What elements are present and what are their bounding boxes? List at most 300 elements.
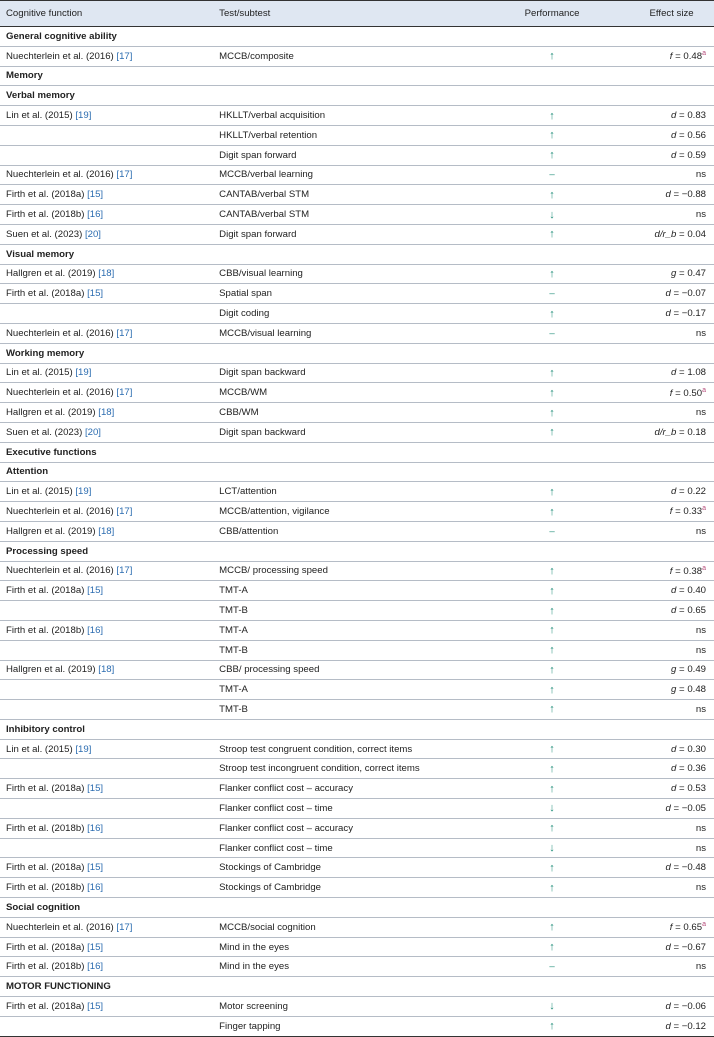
effect-size-cell <box>629 422 714 442</box>
performance-cell <box>475 561 629 581</box>
citation-number: 16 <box>89 961 101 973</box>
header-effect-size: Effect size <box>629 1 714 27</box>
study-name: Suen et al. (2023) <box>6 426 83 438</box>
table-row <box>0 838 714 858</box>
footnote-marker: a <box>702 564 706 572</box>
effect-size-value: −0.06 <box>681 1000 706 1012</box>
performance-cell <box>475 165 629 185</box>
test-cell: Flanker conflict cost – accuracy <box>213 818 475 838</box>
citation-ref: [15] <box>87 189 104 201</box>
arrow-up-icon: ↑ <box>549 366 555 379</box>
citation-number: 18 <box>100 664 112 676</box>
effect-size-value: 0.65 <box>687 605 706 616</box>
subsection-row <box>0 541 714 561</box>
test-cell: CANTAB/verbal STM <box>213 185 475 205</box>
effect-size-cell <box>629 680 714 700</box>
effect-size-symbol: d <box>665 802 671 814</box>
table-row <box>0 620 714 640</box>
test-cell: TMT-B <box>213 640 475 660</box>
study-name: Firth et al. (2018a) <box>6 288 85 300</box>
citation-ref: [16] <box>87 961 104 973</box>
table-row <box>0 323 714 343</box>
citation-ref: [17] <box>116 169 133 181</box>
citation-number: 16 <box>89 209 101 221</box>
citation-ref: [17] <box>116 327 133 339</box>
table-row <box>0 799 714 819</box>
effect-size-relation: = <box>670 1000 682 1012</box>
citation-ref: [17] <box>116 387 133 399</box>
table-row <box>0 1016 714 1036</box>
effect-size-cell <box>629 482 714 502</box>
test-cell: MCCB/social cognition <box>213 917 475 937</box>
citation-ref: [15] <box>87 941 104 953</box>
effect-size-relation: = <box>676 684 688 696</box>
effect-size-value: 0.36 <box>687 763 706 775</box>
study-name: Nuechterlein et al. (2016) <box>6 327 114 339</box>
study-cell <box>0 106 213 126</box>
effect-size-symbol: d <box>671 605 677 616</box>
performance-cell <box>475 1016 629 1036</box>
dash-icon: – <box>549 288 555 300</box>
table-row <box>0 917 714 937</box>
performance-cell <box>475 799 629 819</box>
performance-cell <box>475 185 629 205</box>
dash-icon: – <box>549 961 555 973</box>
arrow-up-icon: ↑ <box>549 188 555 201</box>
study-cell <box>0 700 213 720</box>
study-cell <box>0 997 213 1017</box>
performance-cell <box>475 620 629 640</box>
performance-cell <box>475 878 629 898</box>
effect-size-value: −0.48 <box>681 862 706 874</box>
citation-ref: [17] <box>116 565 133 577</box>
study-name: Firth et al. (2018a) <box>6 941 85 953</box>
study-name: Firth et al. (2018b) <box>6 822 85 834</box>
effect-size-relation: = <box>672 566 684 577</box>
citation-number: 15 <box>89 783 101 795</box>
effect-size-relation: = <box>676 585 688 597</box>
study-cell <box>0 165 213 185</box>
study-name: Nuechterlein et al. (2016) <box>6 506 114 518</box>
citation-ref: [15] <box>87 585 104 597</box>
effect-size-relation: = <box>670 189 682 201</box>
effect-size-cell <box>629 521 714 541</box>
arrow-up-icon: ↑ <box>549 624 555 637</box>
performance-cell <box>475 700 629 720</box>
citation-ref: [19] <box>75 743 92 755</box>
test-cell: Digit coding <box>213 304 475 324</box>
study-cell <box>0 601 213 621</box>
performance-cell <box>475 957 629 977</box>
effect-size-value: 0.49 <box>687 664 706 676</box>
performance-cell <box>475 521 629 541</box>
study-cell <box>0 205 213 225</box>
subsection-row <box>0 898 714 918</box>
performance-cell <box>475 739 629 759</box>
effect-size-cell <box>629 304 714 324</box>
effect-size-cell <box>629 363 714 383</box>
performance-cell <box>475 46 629 66</box>
study-cell <box>0 799 213 819</box>
citation-number: 16 <box>89 624 101 636</box>
effect-size-value: 0.50 <box>683 387 703 399</box>
test-cell: Mind in the eyes <box>213 957 475 977</box>
test-cell: MCCB/attention, vigilance <box>213 502 475 522</box>
table-row <box>0 680 714 700</box>
effect-size-cell <box>629 917 714 937</box>
test-cell: Stroop test congruent condition, correct items <box>213 739 475 759</box>
effect-size-relation: = <box>676 268 688 280</box>
study-name: Hallgren et al. (2019) <box>6 525 96 537</box>
citation-number: 18 <box>100 268 112 280</box>
performance-cell <box>475 224 629 244</box>
test-cell: Flanker conflict cost – time <box>213 838 475 858</box>
citation-ref: [18] <box>98 525 115 537</box>
effect-size-cell <box>629 601 714 621</box>
study-cell <box>0 482 213 502</box>
section-row <box>0 977 714 997</box>
study-name: Hallgren et al. (2019) <box>6 268 96 280</box>
study-cell <box>0 640 213 660</box>
effect-size-value: 0.59 <box>687 149 706 161</box>
arrow-down-icon: ↓ <box>549 842 555 855</box>
footnote-marker: a <box>702 386 706 394</box>
table-row <box>0 125 714 145</box>
effect-size-value: 0.40 <box>687 585 706 597</box>
citation-ref: [16] <box>87 209 104 221</box>
test-cell: CBB/ processing speed <box>213 660 475 680</box>
performance-cell <box>475 264 629 284</box>
citation-ref: [15] <box>87 288 104 300</box>
test-cell: Finger tapping <box>213 1016 475 1036</box>
effect-size-symbol: d <box>665 308 671 320</box>
effect-size-symbol: f <box>669 566 673 577</box>
table-row <box>0 957 714 977</box>
effect-size-relation: = <box>676 486 688 498</box>
table-row <box>0 581 714 601</box>
effect-size-symbol: f <box>669 51 673 63</box>
study-name: Hallgren et al. (2019) <box>6 407 96 419</box>
effect-size-symbol: d <box>671 743 677 755</box>
study-cell <box>0 125 213 145</box>
performance-cell <box>475 838 629 858</box>
effect-size-value: ns <box>695 624 706 636</box>
effect-size-symbol: d <box>671 585 677 597</box>
effect-size-relation: = <box>676 367 688 379</box>
study-cell <box>0 818 213 838</box>
performance-cell <box>475 304 629 324</box>
arrow-up-icon: ↑ <box>549 564 555 577</box>
study-name: Firth et al. (2018a) <box>6 783 85 795</box>
table-row <box>0 185 714 205</box>
arrow-up-icon: ↑ <box>549 1020 555 1033</box>
arrow-up-icon: ↑ <box>549 881 555 894</box>
effect-size-symbol: d <box>665 862 671 874</box>
test-cell: CBB/WM <box>213 403 475 423</box>
study-cell <box>0 878 213 898</box>
arrow-up-icon: ↑ <box>549 485 555 498</box>
effect-size-cell <box>629 660 714 680</box>
effect-size-symbol: d <box>665 1020 671 1032</box>
dash-icon: – <box>549 525 555 537</box>
citation-ref: [19] <box>75 110 92 122</box>
arrow-down-icon: ↓ <box>549 1000 555 1013</box>
effect-size-cell <box>629 937 714 957</box>
effect-size-cell <box>629 957 714 977</box>
effect-size-cell <box>629 581 714 601</box>
study-cell <box>0 403 213 423</box>
study-cell <box>0 46 213 66</box>
table-row <box>0 205 714 225</box>
dash-icon: – <box>549 169 555 181</box>
test-cell: CBB/attention <box>213 521 475 541</box>
table-row <box>0 521 714 541</box>
test-cell: Digit span backward <box>213 363 475 383</box>
effect-size-relation: = <box>676 605 688 616</box>
effect-size-value: 0.30 <box>687 743 706 755</box>
effect-size-value: 0.22 <box>687 486 706 498</box>
test-cell: CANTAB/verbal STM <box>213 205 475 225</box>
table-row <box>0 997 714 1017</box>
table-row <box>0 858 714 878</box>
effect-size-cell <box>629 739 714 759</box>
table-row <box>0 403 714 423</box>
study-cell <box>0 363 213 383</box>
table-row <box>0 818 714 838</box>
citation-number: 15 <box>89 1000 101 1012</box>
citation-number: 17 <box>119 50 130 62</box>
subsection-label: Inhibitory control <box>0 719 714 739</box>
effect-size-relation: = <box>670 288 682 300</box>
table-row <box>0 284 714 304</box>
effect-size-relation: = <box>670 941 682 953</box>
performance-cell <box>475 680 629 700</box>
effect-size-cell <box>629 838 714 858</box>
performance-cell <box>475 284 629 304</box>
test-cell: HKLLT/verbal acquisition <box>213 106 475 126</box>
test-cell: TMT-A <box>213 620 475 640</box>
arrow-down-icon: ↓ <box>549 802 555 815</box>
test-cell: Mind in the eyes <box>213 937 475 957</box>
effect-size-symbol: d <box>671 129 677 141</box>
citation-number: 19 <box>78 743 89 755</box>
table-row <box>0 145 714 165</box>
test-cell: Flanker conflict cost – accuracy <box>213 779 475 799</box>
effect-size-symbol: d <box>671 149 677 161</box>
arrow-up-icon: ↑ <box>549 604 555 617</box>
section-row <box>0 66 714 86</box>
performance-cell <box>475 125 629 145</box>
effect-size-relation: = <box>670 308 682 320</box>
header-cognitive-function: Cognitive function <box>0 1 213 27</box>
performance-cell <box>475 997 629 1017</box>
effect-size-value: ns <box>695 525 706 537</box>
effect-size-relation: = <box>672 387 684 399</box>
effect-size-value: ns <box>695 703 706 715</box>
citation-number: 15 <box>89 941 101 953</box>
table-row <box>0 264 714 284</box>
study-cell <box>0 422 213 442</box>
table-row <box>0 640 714 660</box>
effect-size-relation: = <box>676 783 688 795</box>
study-cell <box>0 739 213 759</box>
citation-ref: [18] <box>98 664 115 676</box>
effect-size-value: −0.07 <box>681 288 706 300</box>
effect-size-value: 0.56 <box>687 129 706 141</box>
table-row <box>0 878 714 898</box>
effect-size-cell <box>629 284 714 304</box>
citation-number: 20 <box>87 426 99 438</box>
effect-size-symbol: d/r_b <box>654 228 677 240</box>
performance-cell <box>475 858 629 878</box>
subsection-label: Processing speed <box>0 541 714 561</box>
effect-size-cell <box>629 561 714 581</box>
performance-cell <box>475 363 629 383</box>
study-cell <box>0 323 213 343</box>
study-cell <box>0 620 213 640</box>
effect-size-symbol: d <box>665 189 671 201</box>
arrow-up-icon: ↑ <box>549 406 555 419</box>
arrow-up-icon: ↑ <box>549 822 555 835</box>
section-label: MOTOR FUNCTIONING <box>0 977 714 997</box>
arrow-up-icon: ↑ <box>549 50 555 63</box>
table-row <box>0 937 714 957</box>
performance-cell <box>475 323 629 343</box>
effect-size-cell <box>629 323 714 343</box>
test-cell: Stockings of Cambridge <box>213 878 475 898</box>
study-cell <box>0 561 213 581</box>
subsection-row <box>0 244 714 264</box>
citation-ref: [16] <box>87 822 104 834</box>
study-name: Firth et al. (2018b) <box>6 624 85 636</box>
arrow-up-icon: ↑ <box>549 703 555 716</box>
test-cell: Stroop test incongruent condition, correct items <box>213 759 475 779</box>
effect-size-value: −0.17 <box>681 308 706 320</box>
performance-cell <box>475 403 629 423</box>
effect-size-cell <box>629 700 714 720</box>
arrow-up-icon: ↑ <box>549 743 555 756</box>
table-row <box>0 759 714 779</box>
performance-cell <box>475 818 629 838</box>
subsection-label: Verbal memory <box>0 86 714 106</box>
table-row <box>0 660 714 680</box>
test-cell: TMT-A <box>213 680 475 700</box>
arrow-up-icon: ↑ <box>549 762 555 775</box>
test-cell: LCT/attention <box>213 482 475 502</box>
study-cell <box>0 660 213 680</box>
subsection-row <box>0 462 714 482</box>
study-cell <box>0 521 213 541</box>
citation-ref: [15] <box>87 862 104 874</box>
study-cell <box>0 957 213 977</box>
test-cell: MCCB/composite <box>213 46 475 66</box>
effect-size-relation: = <box>676 110 688 122</box>
test-cell: Motor screening <box>213 997 475 1017</box>
study-cell <box>0 264 213 284</box>
subsection-label: Social cognition <box>0 898 714 918</box>
citation-ref: [17] <box>116 506 133 518</box>
study-cell <box>0 304 213 324</box>
table-row <box>0 224 714 244</box>
effect-size-value: ns <box>695 822 706 834</box>
study-name: Firth et al. (2018a) <box>6 1000 85 1012</box>
effect-size-cell <box>629 779 714 799</box>
effect-size-value: −0.05 <box>681 802 706 814</box>
effect-size-value: ns <box>695 961 706 973</box>
effect-size-relation: = <box>672 922 684 934</box>
citation-ref: [18] <box>98 268 115 280</box>
test-cell: Stockings of Cambridge <box>213 858 475 878</box>
performance-cell <box>475 422 629 442</box>
table-row <box>0 165 714 185</box>
test-cell: HKLLT/verbal retention <box>213 125 475 145</box>
performance-cell <box>475 502 629 522</box>
study-cell <box>0 779 213 799</box>
effect-size-relation: = <box>676 664 688 676</box>
citation-ref: [19] <box>75 367 92 379</box>
study-name: Lin et al. (2015) <box>6 110 73 122</box>
dash-icon: – <box>549 327 555 339</box>
effect-size-value: ns <box>695 169 706 181</box>
effect-size-cell <box>629 264 714 284</box>
effect-size-value: ns <box>695 842 706 854</box>
effect-size-value: −0.88 <box>681 189 706 201</box>
effect-size-relation: = <box>676 743 688 755</box>
effect-size-value: 0.83 <box>687 110 706 122</box>
performance-cell <box>475 383 629 403</box>
header-test-subtest: Test/subtest <box>213 1 475 27</box>
table-row <box>0 46 714 66</box>
effect-size-cell <box>629 620 714 640</box>
effect-size-cell <box>629 878 714 898</box>
arrow-down-icon: ↓ <box>549 208 555 221</box>
performance-cell <box>475 779 629 799</box>
effect-size-cell <box>629 502 714 522</box>
effect-size-value: 1.08 <box>687 367 706 379</box>
arrow-up-icon: ↑ <box>549 267 555 280</box>
effect-size-symbol: d/r_b <box>654 426 677 438</box>
arrow-up-icon: ↑ <box>549 129 555 142</box>
citation-number: 15 <box>89 189 101 201</box>
effect-size-cell <box>629 403 714 423</box>
effect-size-symbol: d <box>671 367 677 379</box>
table-row <box>0 422 714 442</box>
effect-size-cell <box>629 106 714 126</box>
citation-number: 17 <box>119 387 130 399</box>
test-cell: MCCB/WM <box>213 383 475 403</box>
citation-number: 19 <box>78 367 89 379</box>
effect-size-value: 0.53 <box>687 783 706 795</box>
test-cell: MCCB/ processing speed <box>213 561 475 581</box>
effect-size-symbol: d <box>665 1000 671 1012</box>
table-row <box>0 482 714 502</box>
citation-number: 17 <box>119 327 130 339</box>
citation-ref: [15] <box>87 1000 104 1012</box>
table-row <box>0 700 714 720</box>
table-row <box>0 739 714 759</box>
arrow-up-icon: ↑ <box>549 228 555 241</box>
performance-cell <box>475 759 629 779</box>
effect-size-relation: = <box>676 129 688 141</box>
performance-cell <box>475 601 629 621</box>
effect-size-cell <box>629 185 714 205</box>
effect-size-cell <box>629 205 714 225</box>
test-cell: MCCB/verbal learning <box>213 165 475 185</box>
performance-cell <box>475 205 629 225</box>
effect-size-cell <box>629 759 714 779</box>
study-name: Firth et al. (2018b) <box>6 209 85 221</box>
citation-number: 16 <box>89 822 101 834</box>
